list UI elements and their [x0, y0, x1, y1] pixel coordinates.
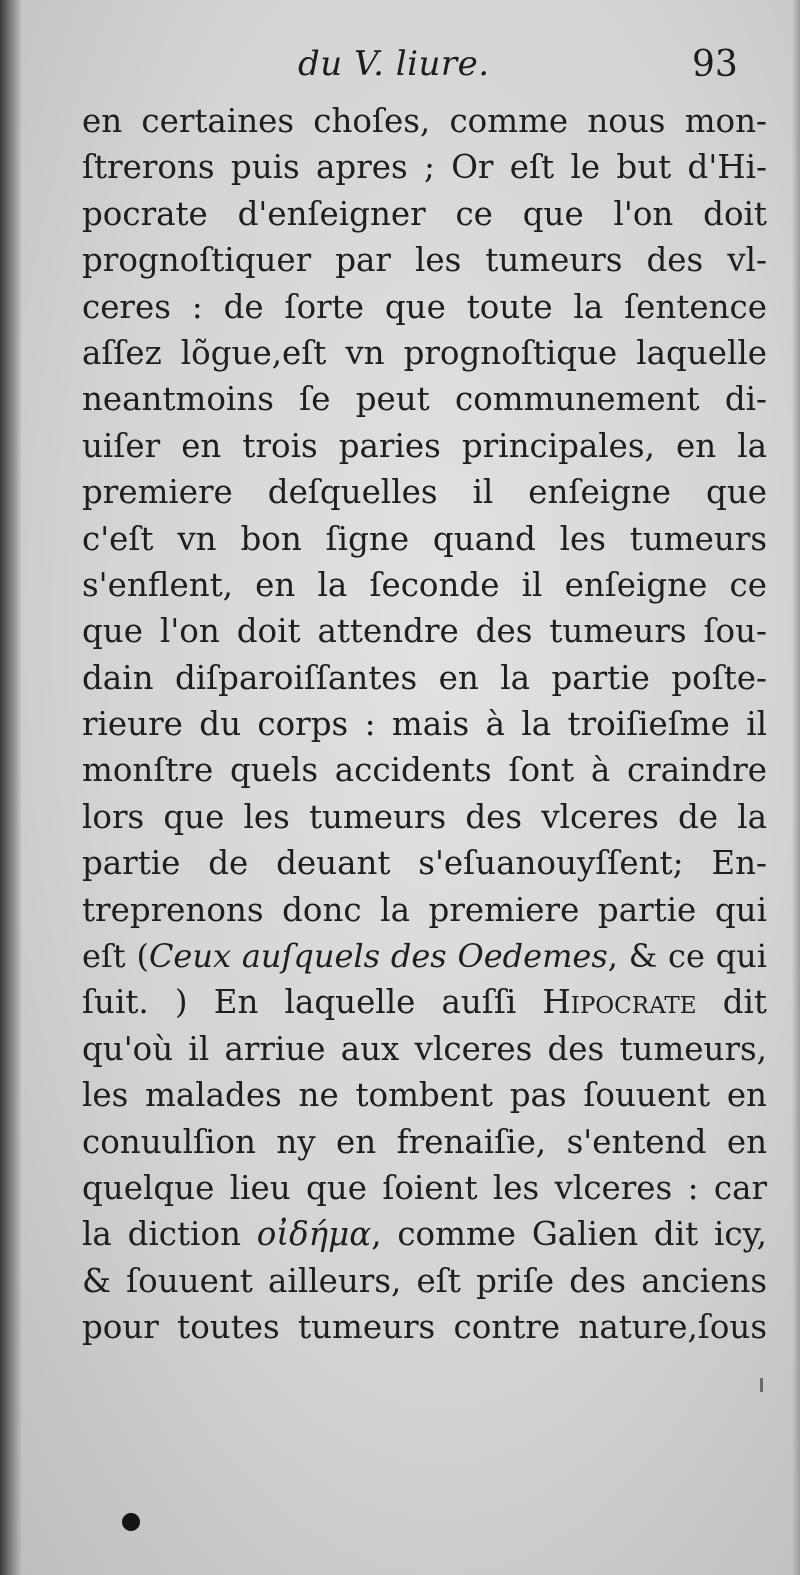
text-line: partie de deuant s'eſuanouyſſent; En-: [82, 844, 767, 883]
text-line: lors que les tumeurs des vlceres de la: [82, 797, 767, 836]
text-line: en certaines choſes, comme nous mon-: [82, 102, 767, 140]
text-line: conuulſion ny en frenaiſie, s'entend en: [82, 1122, 767, 1161]
author-name: Hipocrate: [542, 983, 697, 1022]
text-line: neantmoins ſe peut communement di-: [82, 380, 767, 419]
paper-speck: [760, 1378, 763, 1392]
text-line: dain diſparoiſſantes en la partie poſte-: [82, 658, 767, 697]
text-line: prognoſtiquer par les tumeurs des vl-: [82, 241, 767, 280]
greek-word: οἰδήμα: [256, 1215, 372, 1254]
text-line-with-smallcaps: [82, 979, 767, 1025]
text-line: les malades ne tombent pas ſouuent en: [82, 1076, 767, 1115]
text-line: ceres : de ſorte que toute la ſentence: [82, 287, 767, 326]
text-line: qu'où il arriue aux vlceres des tumeurs,: [82, 1029, 767, 1068]
text-line: c'eſt vn bon ſigne quand les tumeurs: [82, 519, 767, 558]
text-line: monſtre quels accidents ſont à craindre: [82, 751, 767, 790]
body-text: [82, 98, 767, 1351]
line-segment: ſuit. ) En laquelle auſſi: [82, 983, 543, 1022]
ink-spot: [122, 1513, 140, 1531]
line-segment: , comme Galien dit icy,: [371, 1215, 767, 1254]
text-line-with-greek: [82, 1211, 767, 1257]
binding-shadow: [0, 0, 22, 1575]
line-segment: eſt (: [82, 937, 149, 976]
text-line: premiere deſquelles il enſeigne que: [82, 473, 767, 512]
text-line-with-italic: [82, 933, 767, 979]
text-line: treprenons donc la premiere partie qui: [82, 890, 767, 929]
line-segment: dit: [696, 983, 767, 1022]
italic-citation: Ceux auſquels des Oedemes: [148, 937, 608, 976]
text-line: pocrate d'enſeigner ce que l'on doit: [82, 194, 767, 233]
running-head: du V. liure.: [298, 44, 490, 84]
text-line: ſtrerons puis apres ; Or eſt le but d'Hi-: [82, 148, 767, 187]
text-line: que l'on doit attendre des tumeurs ſou-: [82, 612, 767, 651]
page-number: 93: [692, 44, 738, 85]
page-edge-shadow: [792, 0, 800, 1575]
text-line: & ſouuent ailleurs, eſt priſe des anciens: [82, 1261, 767, 1300]
text-line: quelque lieu que ſoient les vlceres : car: [82, 1168, 767, 1207]
line-segment: la diction: [82, 1215, 257, 1254]
text-line: pour toutes tumeurs contre nature,ſous: [82, 1308, 767, 1347]
line-segment: , & ce qui: [607, 937, 768, 976]
text-line: uiſer en trois paries principales, en la: [82, 426, 767, 465]
text-line: rieure du corps : mais à la troiſieſme il: [82, 705, 767, 744]
text-line: s'enflent, en la ſeconde il enſeigne ce: [82, 565, 767, 604]
page-header: [0, 44, 800, 94]
text-line: aſſez lõgue,eſt vn prognoſtique laquelle: [82, 333, 767, 372]
